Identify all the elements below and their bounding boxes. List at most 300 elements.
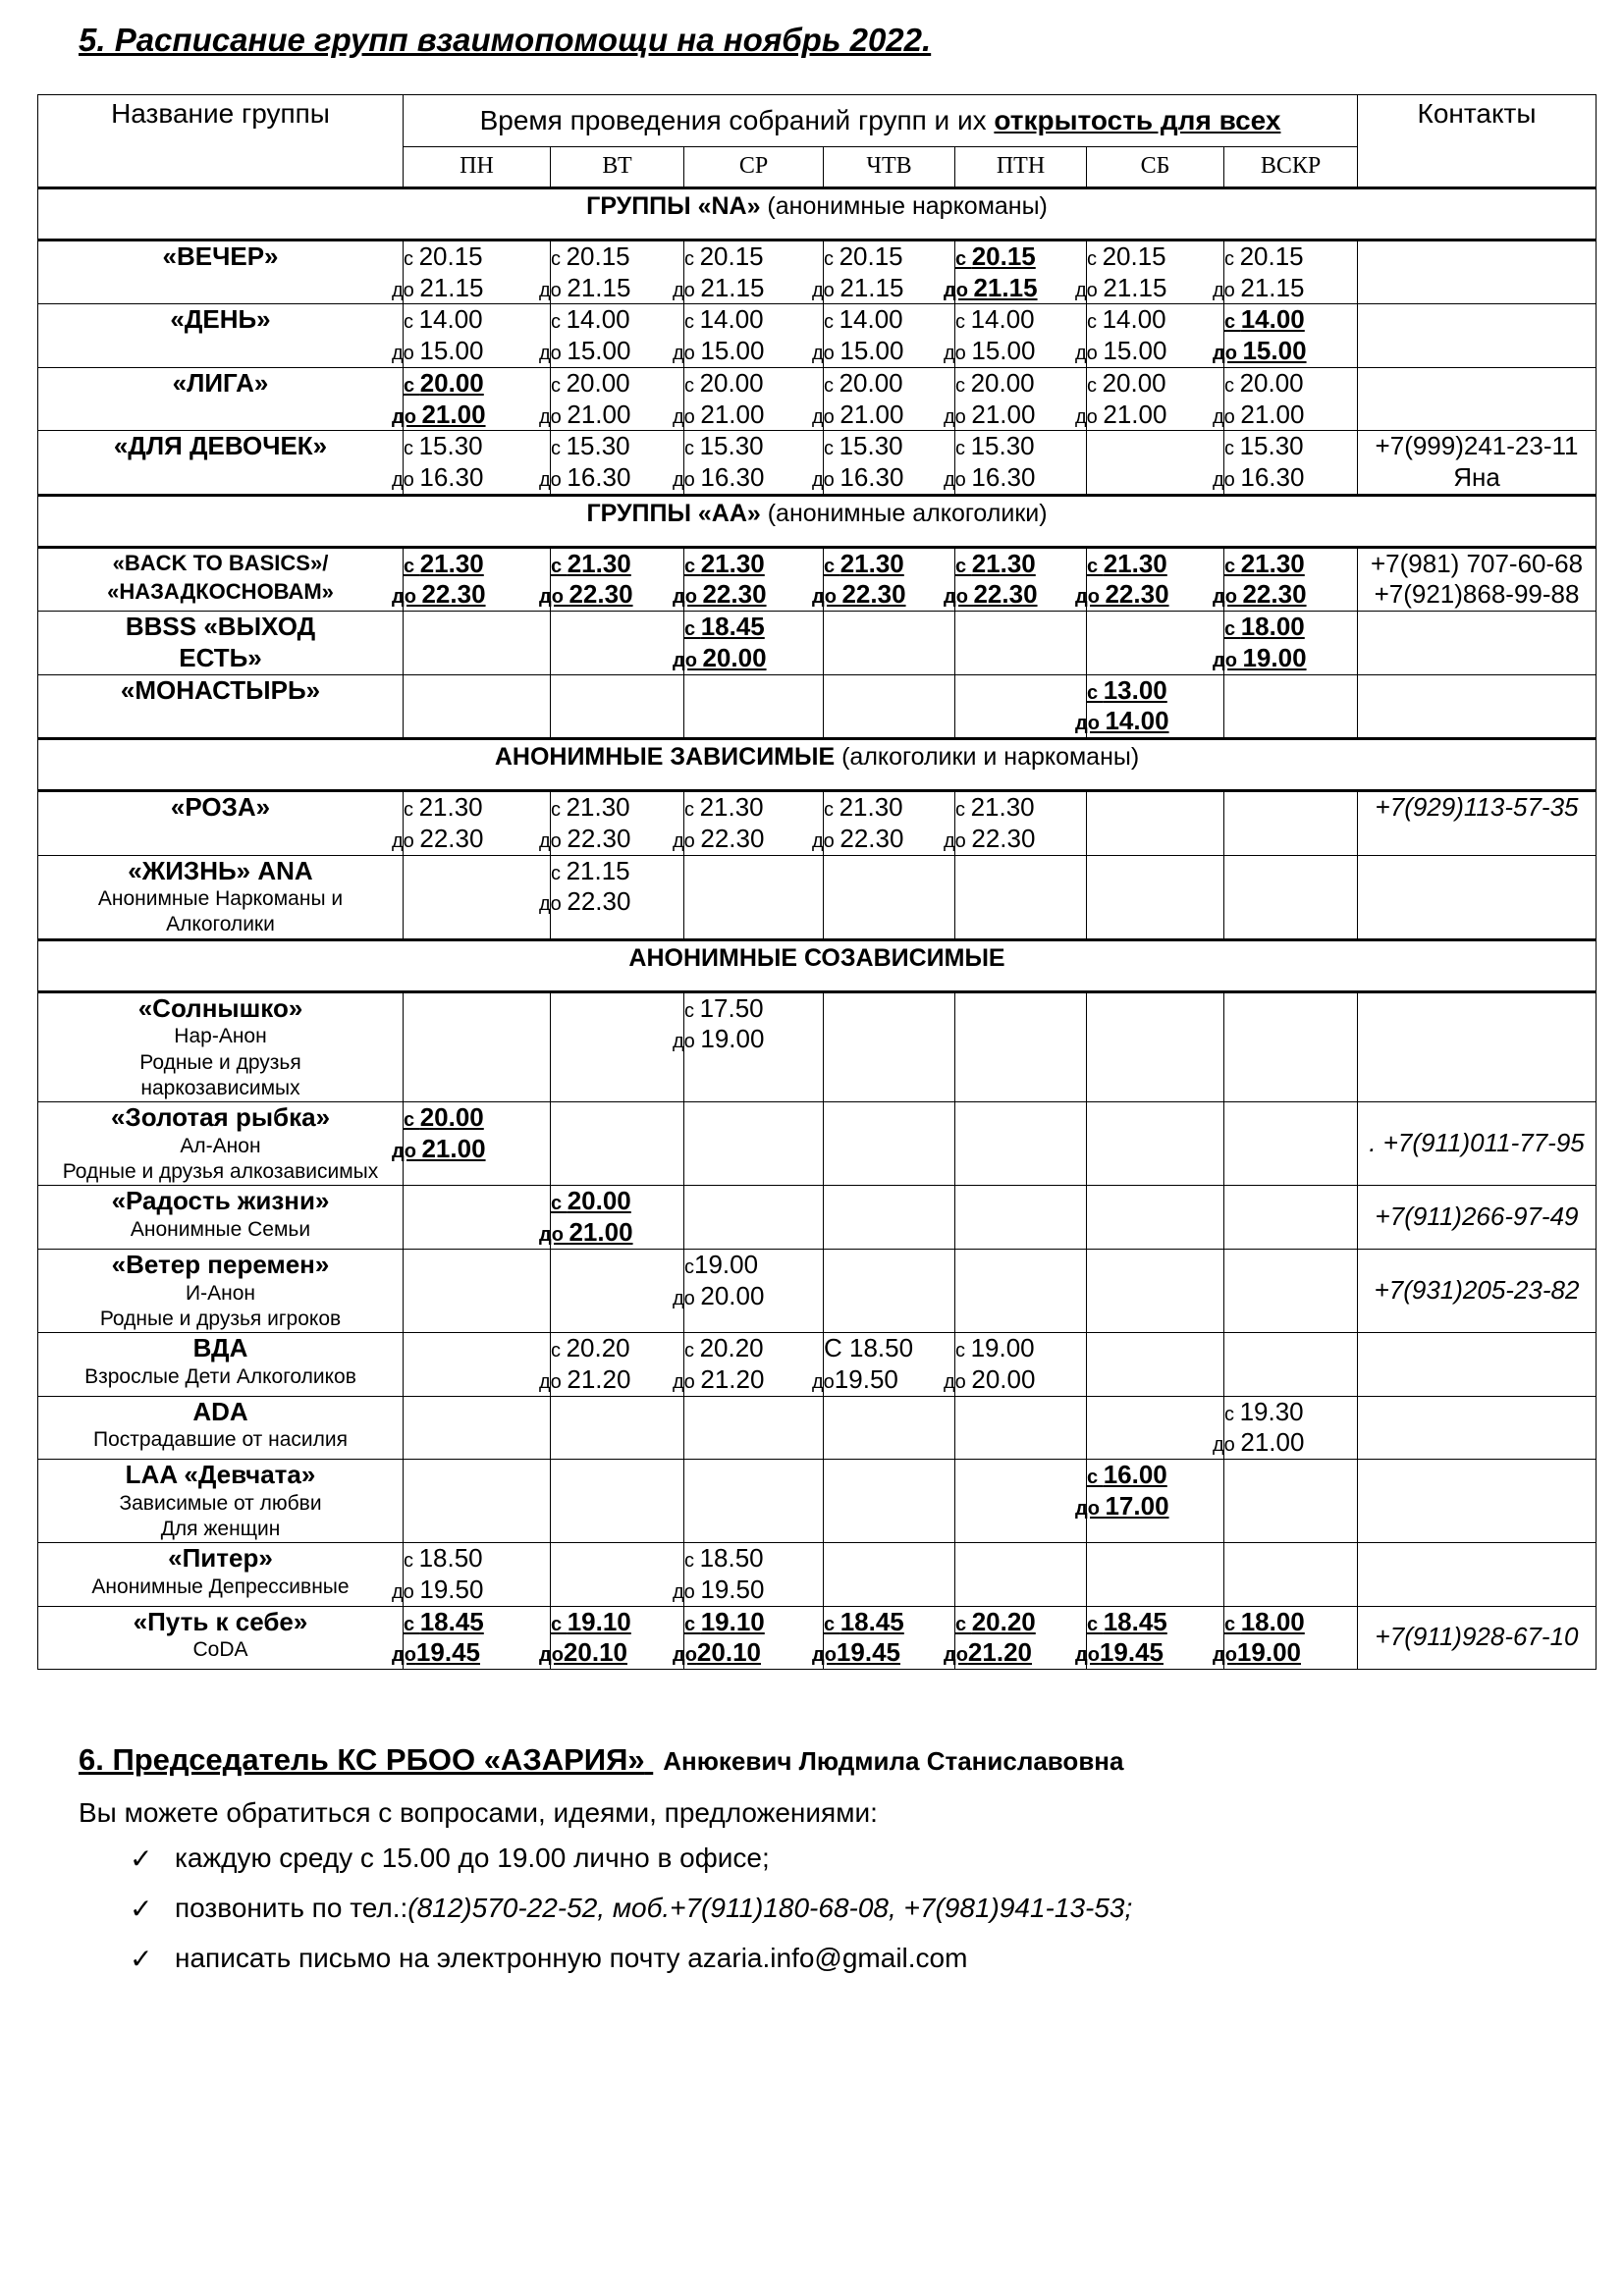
- time-to: [392, 400, 550, 431]
- checkmark-icon: ✓: [130, 1944, 153, 1974]
- to-value: 19.50: [834, 1363, 898, 1394]
- to-label: до: [673, 1287, 701, 1309]
- section-title: [38, 739, 1597, 791]
- time-to: [812, 273, 954, 304]
- to-label: до: [673, 649, 703, 671]
- time-cell: [944, 547, 1087, 611]
- to-value: 22.30: [839, 823, 904, 853]
- to-label: до: [673, 405, 701, 428]
- time-cell: [1087, 791, 1224, 855]
- contact-item-text: [175, 1842, 770, 1875]
- header-group-name: Название группы: [38, 95, 404, 188]
- group-name: «Путь к себе»: [133, 1606, 308, 1636]
- time-cell: [1075, 674, 1224, 738]
- group-name-cell: [38, 1459, 404, 1542]
- time-cell: [1213, 612, 1358, 674]
- contact-cell: +7(911)928-67-10: [1358, 1606, 1597, 1669]
- contact-cell: [1358, 991, 1597, 1101]
- time-to: [539, 1637, 683, 1669]
- time-from: [404, 304, 550, 336]
- to-label: до: [539, 343, 568, 365]
- section-6: [79, 1742, 1591, 1993]
- from-value: 18.00: [1240, 612, 1305, 642]
- to-label: до: [673, 469, 701, 492]
- from-value: 20.15: [971, 241, 1036, 271]
- contact-cell: +7(999)241-23-11 Яна: [1358, 431, 1597, 495]
- to-value: 21.00: [1103, 399, 1167, 429]
- from-value: 20.15: [839, 241, 903, 271]
- time-cell: [673, 791, 824, 855]
- section-title-main: ГРУППЫ «NA»: [586, 192, 761, 220]
- time-from: [824, 431, 954, 462]
- from-label: с: [955, 799, 971, 822]
- from-label: с: [824, 555, 840, 577]
- from-value: 15.30: [566, 431, 630, 461]
- time-cell: [392, 304, 551, 367]
- time-cell: [955, 1186, 1087, 1249]
- time-from: [824, 304, 954, 336]
- time-cell: [955, 674, 1087, 738]
- time-cell: [824, 612, 955, 674]
- to-value: 16.30: [700, 462, 765, 493]
- from-value: 21.30: [419, 548, 484, 578]
- from-label: с: [551, 862, 567, 884]
- to-label: до: [539, 279, 568, 301]
- group-row: [38, 1396, 1597, 1459]
- to-value: 21.00: [1240, 399, 1305, 429]
- time-cell: [1224, 674, 1358, 738]
- chair-heading: [79, 1742, 1591, 1778]
- to-label: до: [944, 829, 972, 852]
- contact-intro: Вы можете обратиться с вопросами, идеями, предложениями:: [79, 1797, 878, 1828]
- section-row: [38, 188, 1597, 240]
- from-label: с: [404, 1109, 420, 1132]
- time-cell: [404, 612, 551, 674]
- time-to: [812, 579, 954, 611]
- time-cell: [539, 547, 684, 611]
- to-value: 19.50: [419, 1574, 484, 1604]
- time-cell: [1224, 1102, 1358, 1186]
- time-cell: [673, 367, 824, 430]
- time-cell: [1224, 1459, 1358, 1542]
- time-to: [1213, 643, 1357, 674]
- time-from: [1087, 675, 1223, 707]
- from-value: 15.30: [970, 431, 1035, 461]
- from-label: с: [551, 311, 567, 334]
- to-value: 19.00: [1236, 1637, 1301, 1668]
- from-label: с: [955, 555, 972, 577]
- time-from: [684, 304, 823, 336]
- to-label: до: [392, 1580, 420, 1603]
- from-label: с: [955, 311, 971, 334]
- time-cell: [1224, 791, 1358, 855]
- time-from: [404, 1607, 550, 1638]
- group-name: «РОЗА»: [170, 792, 271, 823]
- time-from: [551, 1186, 683, 1217]
- time-from: [684, 431, 823, 462]
- time-from: [824, 1333, 954, 1364]
- time-to: [392, 336, 550, 367]
- group-row: [38, 674, 1597, 738]
- from-value: 21.30: [700, 548, 765, 578]
- time-cell: [673, 547, 824, 611]
- day-header: СБ: [1087, 147, 1224, 188]
- from-label: с: [1087, 681, 1104, 704]
- time-cell: [673, 1249, 824, 1332]
- time-cell: [955, 1249, 1087, 1332]
- from-label: с: [1087, 555, 1104, 577]
- time-cell: [812, 431, 955, 495]
- time-cell: [955, 991, 1087, 1101]
- from-value: 20.15: [699, 241, 764, 271]
- to-label: до: [539, 586, 569, 609]
- to-value: 21.00: [1240, 1427, 1305, 1458]
- from-value: 20.00: [1239, 367, 1304, 398]
- group-row: [38, 1102, 1597, 1186]
- group-row: [38, 1543, 1597, 1606]
- time-cell: [824, 674, 955, 738]
- to-value: 22.30: [567, 823, 631, 853]
- group-name: «Ветер перемен»: [111, 1249, 330, 1279]
- from-label: с: [551, 555, 568, 577]
- from-value: 14.00: [418, 304, 483, 335]
- to-value: 19.45: [1099, 1637, 1164, 1668]
- to-value: 21.00: [421, 1133, 486, 1163]
- contact-cell: [1358, 1543, 1597, 1606]
- from-label: с: [1087, 1613, 1104, 1635]
- time-from: [404, 1543, 550, 1575]
- from-label: с: [1224, 374, 1240, 397]
- time-cell: [824, 1186, 955, 1249]
- time-cell: [824, 1249, 955, 1332]
- time-from: [684, 792, 823, 824]
- group-name-cell: [38, 674, 404, 738]
- time-to: [1213, 462, 1357, 494]
- group-row: [38, 431, 1597, 495]
- to-value: 16.30: [567, 462, 631, 493]
- time-to: [1075, 706, 1223, 737]
- time-from: [1224, 612, 1357, 643]
- group-description: Родные и друзья игроков: [99, 1307, 342, 1330]
- time-cell: [955, 1102, 1087, 1186]
- time-cell: [404, 674, 551, 738]
- time-to: [1213, 1427, 1357, 1459]
- time-cell: [539, 240, 684, 304]
- time-cell: [955, 612, 1087, 674]
- time-to: [392, 1134, 550, 1165]
- time-to: [539, 1364, 683, 1396]
- time-cell: [1087, 1543, 1224, 1606]
- time-from: [1224, 304, 1357, 336]
- section-title-main: АНОНИМНЫЕ СОЗАВИСИМЫЕ: [628, 943, 1005, 972]
- section-title-main: АНОНИМНЫЕ ЗАВИСИМЫЕ: [494, 743, 836, 772]
- time-to: [673, 1364, 823, 1396]
- time-to: [539, 462, 683, 494]
- time-cell: [539, 367, 684, 430]
- time-cell: [1087, 431, 1224, 495]
- time-to: [673, 824, 823, 855]
- from-value: 17.50: [699, 992, 764, 1023]
- time-cell: [1087, 855, 1224, 939]
- from-label: с: [551, 438, 567, 460]
- to-label: до: [392, 405, 422, 428]
- time-cell: [1087, 1333, 1224, 1396]
- time-from: [684, 1333, 823, 1364]
- group-name: «Радость жизни»: [111, 1186, 330, 1216]
- from-label: с: [1224, 618, 1241, 641]
- to-label: до: [944, 1370, 972, 1393]
- time-cell: [392, 240, 551, 304]
- from-label: с: [955, 248, 972, 270]
- contact-cell: [1358, 612, 1597, 674]
- group-name-cell: [38, 431, 404, 495]
- time-cell: [404, 1186, 551, 1249]
- to-value: 16.30: [971, 462, 1036, 493]
- time-cell: [1224, 1186, 1358, 1249]
- time-to: [392, 579, 550, 611]
- to-value: 15.00: [1103, 336, 1167, 366]
- time-from: [955, 549, 1086, 580]
- to-label: до: [944, 586, 974, 609]
- time-cell: [551, 1459, 684, 1542]
- time-to: [1075, 579, 1223, 611]
- to-value: 21.20: [700, 1363, 765, 1394]
- time-cell: [539, 855, 684, 939]
- time-to: [392, 273, 550, 304]
- day-header: ЧТВ: [824, 147, 955, 188]
- time-from: [1224, 368, 1357, 400]
- from-value: 15.30: [1239, 431, 1304, 461]
- time-cell: [824, 1543, 955, 1606]
- from-value: 21.15: [566, 855, 630, 885]
- to-label: до: [392, 1644, 416, 1667]
- time-cell: [1213, 304, 1358, 367]
- to-value: 22.30: [568, 579, 633, 610]
- from-value: 18.45: [1103, 1606, 1167, 1636]
- from-value: 14.00: [839, 304, 903, 335]
- from-value: 21.30: [567, 548, 631, 578]
- to-label: до: [812, 279, 840, 301]
- to-label: до: [392, 279, 420, 301]
- time-from: [404, 431, 550, 462]
- to-label: до: [1075, 1644, 1100, 1667]
- time-from: [551, 431, 683, 462]
- to-label: до: [812, 469, 840, 492]
- time-from: [551, 792, 683, 824]
- time-to: [812, 1637, 954, 1669]
- contact-list: [130, 1842, 1591, 1975]
- time-to: [673, 400, 823, 431]
- time-to: [944, 824, 1086, 855]
- group-name-cell: [38, 1102, 404, 1186]
- time-to: [944, 462, 1086, 494]
- contact-item: [130, 1893, 1591, 1925]
- time-to: [812, 824, 954, 855]
- from-label: с: [551, 1193, 568, 1215]
- time-from: [1087, 1460, 1223, 1491]
- to-label: до: [944, 1644, 968, 1667]
- to-value: 22.30: [421, 579, 486, 610]
- time-cell: [955, 1459, 1087, 1542]
- group-name-cell: [38, 1606, 404, 1669]
- from-label: с: [551, 1613, 568, 1635]
- time-to: [673, 579, 823, 611]
- time-to: [1075, 1491, 1223, 1522]
- section-row: [38, 739, 1597, 791]
- time-cell: [1213, 1396, 1358, 1459]
- from-label: с: [551, 248, 567, 270]
- to-value: 20.00: [702, 642, 767, 672]
- time-from: [684, 549, 823, 580]
- from-value: 21.30: [699, 792, 764, 823]
- time-cell: [944, 240, 1087, 304]
- time-to: [539, 400, 683, 431]
- time-from: [684, 993, 823, 1025]
- group-name: «ДЕНЬ»: [170, 304, 271, 335]
- time-to: [392, 462, 550, 494]
- time-cell: [944, 304, 1087, 367]
- to-value: 21.00: [839, 399, 904, 429]
- time-cell: [673, 991, 824, 1101]
- to-label: до: [1213, 405, 1241, 428]
- time-to: [673, 643, 823, 674]
- to-label: до: [539, 1224, 569, 1247]
- to-label: до: [673, 343, 701, 365]
- time-to: [673, 1281, 823, 1312]
- to-label: до: [944, 279, 974, 301]
- from-value: 21.30: [839, 792, 903, 823]
- time-cell: [551, 1249, 684, 1332]
- from-label: с: [955, 1613, 972, 1635]
- contact-cell: [1358, 1459, 1597, 1542]
- to-label: до: [1075, 405, 1104, 428]
- to-label: до: [1075, 1497, 1106, 1520]
- time-cell: [812, 1333, 955, 1396]
- from-value: 18.00: [1240, 1606, 1305, 1636]
- from-value: 14.00: [566, 304, 630, 335]
- from-label: с: [684, 555, 701, 577]
- to-value: 20.10: [563, 1637, 627, 1668]
- to-label: до: [1213, 279, 1241, 301]
- time-cell: [551, 674, 684, 738]
- from-value: 15.30: [699, 431, 764, 461]
- contact-cell: [1358, 240, 1597, 304]
- day-header: ВСКР: [1224, 147, 1358, 188]
- time-cell: [539, 1606, 684, 1669]
- group-name-cell: [38, 991, 404, 1101]
- to-value: 20.00: [971, 1363, 1036, 1394]
- from-label: с: [955, 1340, 971, 1362]
- time-from: [1087, 368, 1223, 400]
- time-cell: [404, 991, 551, 1101]
- time-cell: [944, 1606, 1087, 1669]
- day-header: ПТН: [955, 147, 1087, 188]
- to-label: до: [539, 893, 568, 916]
- from-label: с: [1224, 1403, 1240, 1425]
- time-cell: [1213, 240, 1358, 304]
- from-label: с: [684, 799, 700, 822]
- time-from: [684, 612, 823, 643]
- from-value: 20.20: [566, 1333, 630, 1363]
- chair-name: Анюкевич Людмила Станиславовна: [663, 1746, 1124, 1776]
- time-to: [812, 400, 954, 431]
- time-cell: [404, 1459, 551, 1542]
- to-value: 22.30: [971, 823, 1036, 853]
- from-value: 18.50: [418, 1543, 483, 1574]
- page-title: 5. Расписание групп взаимопомощи на ноябрь 2022.: [79, 22, 932, 58]
- from-label: с: [1087, 311, 1103, 334]
- to-value: 16.30: [839, 462, 904, 493]
- from-value: 20.00: [419, 1102, 484, 1133]
- to-value: 21.00: [971, 399, 1036, 429]
- from-value: 20.20: [971, 1606, 1036, 1636]
- time-cell: [673, 431, 824, 495]
- time-cell: [1213, 547, 1358, 611]
- time-to: [539, 273, 683, 304]
- time-from: [404, 1102, 550, 1134]
- time-cell: [1087, 1186, 1224, 1249]
- from-value: 20.15: [1102, 241, 1166, 271]
- contact-cell: +7(929)113-57-35: [1358, 791, 1597, 855]
- time-cell: [944, 367, 1087, 430]
- contact-cell: [1358, 855, 1597, 939]
- time-cell: [673, 1543, 824, 1606]
- time-cell: [812, 547, 955, 611]
- time-cell: [551, 1543, 684, 1606]
- to-value: 17.00: [1105, 1490, 1169, 1521]
- section-title: [38, 188, 1597, 240]
- to-value: 22.30: [841, 579, 906, 610]
- time-from: [955, 368, 1086, 400]
- group-row: [38, 547, 1597, 611]
- to-value: 15.00: [839, 336, 904, 366]
- group-name: «Питер»: [168, 1543, 273, 1574]
- from-label: с: [404, 438, 419, 460]
- to-label: до: [1213, 586, 1243, 609]
- contact-cell: . +7(911)011-77-95: [1358, 1102, 1597, 1186]
- to-value: 20.00: [700, 1280, 765, 1310]
- from-value: 18.45: [839, 1606, 904, 1636]
- group-description: Для женщин: [160, 1517, 281, 1540]
- to-label: до: [673, 1031, 701, 1053]
- group-name-cell: [38, 240, 404, 304]
- section-title-note: (алкоголики и наркоманы): [835, 743, 1140, 772]
- contact-cell: [1358, 304, 1597, 367]
- group-name-cell: [38, 1543, 404, 1606]
- time-cell: [1224, 1333, 1358, 1396]
- time-from: [1087, 1607, 1223, 1638]
- group-name: ADA: [192, 1396, 248, 1426]
- group-name-cell: [38, 791, 404, 855]
- time-from: [551, 1607, 683, 1638]
- time-cell: [684, 855, 824, 939]
- time-to: [392, 824, 550, 855]
- from-label: с: [824, 248, 839, 270]
- time-to: [944, 336, 1086, 367]
- to-value: 21.20: [967, 1637, 1032, 1668]
- to-value: 21.00: [421, 399, 486, 429]
- contact-item: [130, 1842, 1591, 1875]
- to-value: 21.00: [567, 399, 631, 429]
- time-to: [1213, 273, 1357, 304]
- to-label: до: [539, 405, 568, 428]
- time-to: [539, 336, 683, 367]
- to-value: 20.10: [696, 1637, 761, 1668]
- time-to: [673, 336, 823, 367]
- from-label: с: [1224, 555, 1241, 577]
- from-value: 20.15: [418, 241, 483, 271]
- time-cell: [812, 304, 955, 367]
